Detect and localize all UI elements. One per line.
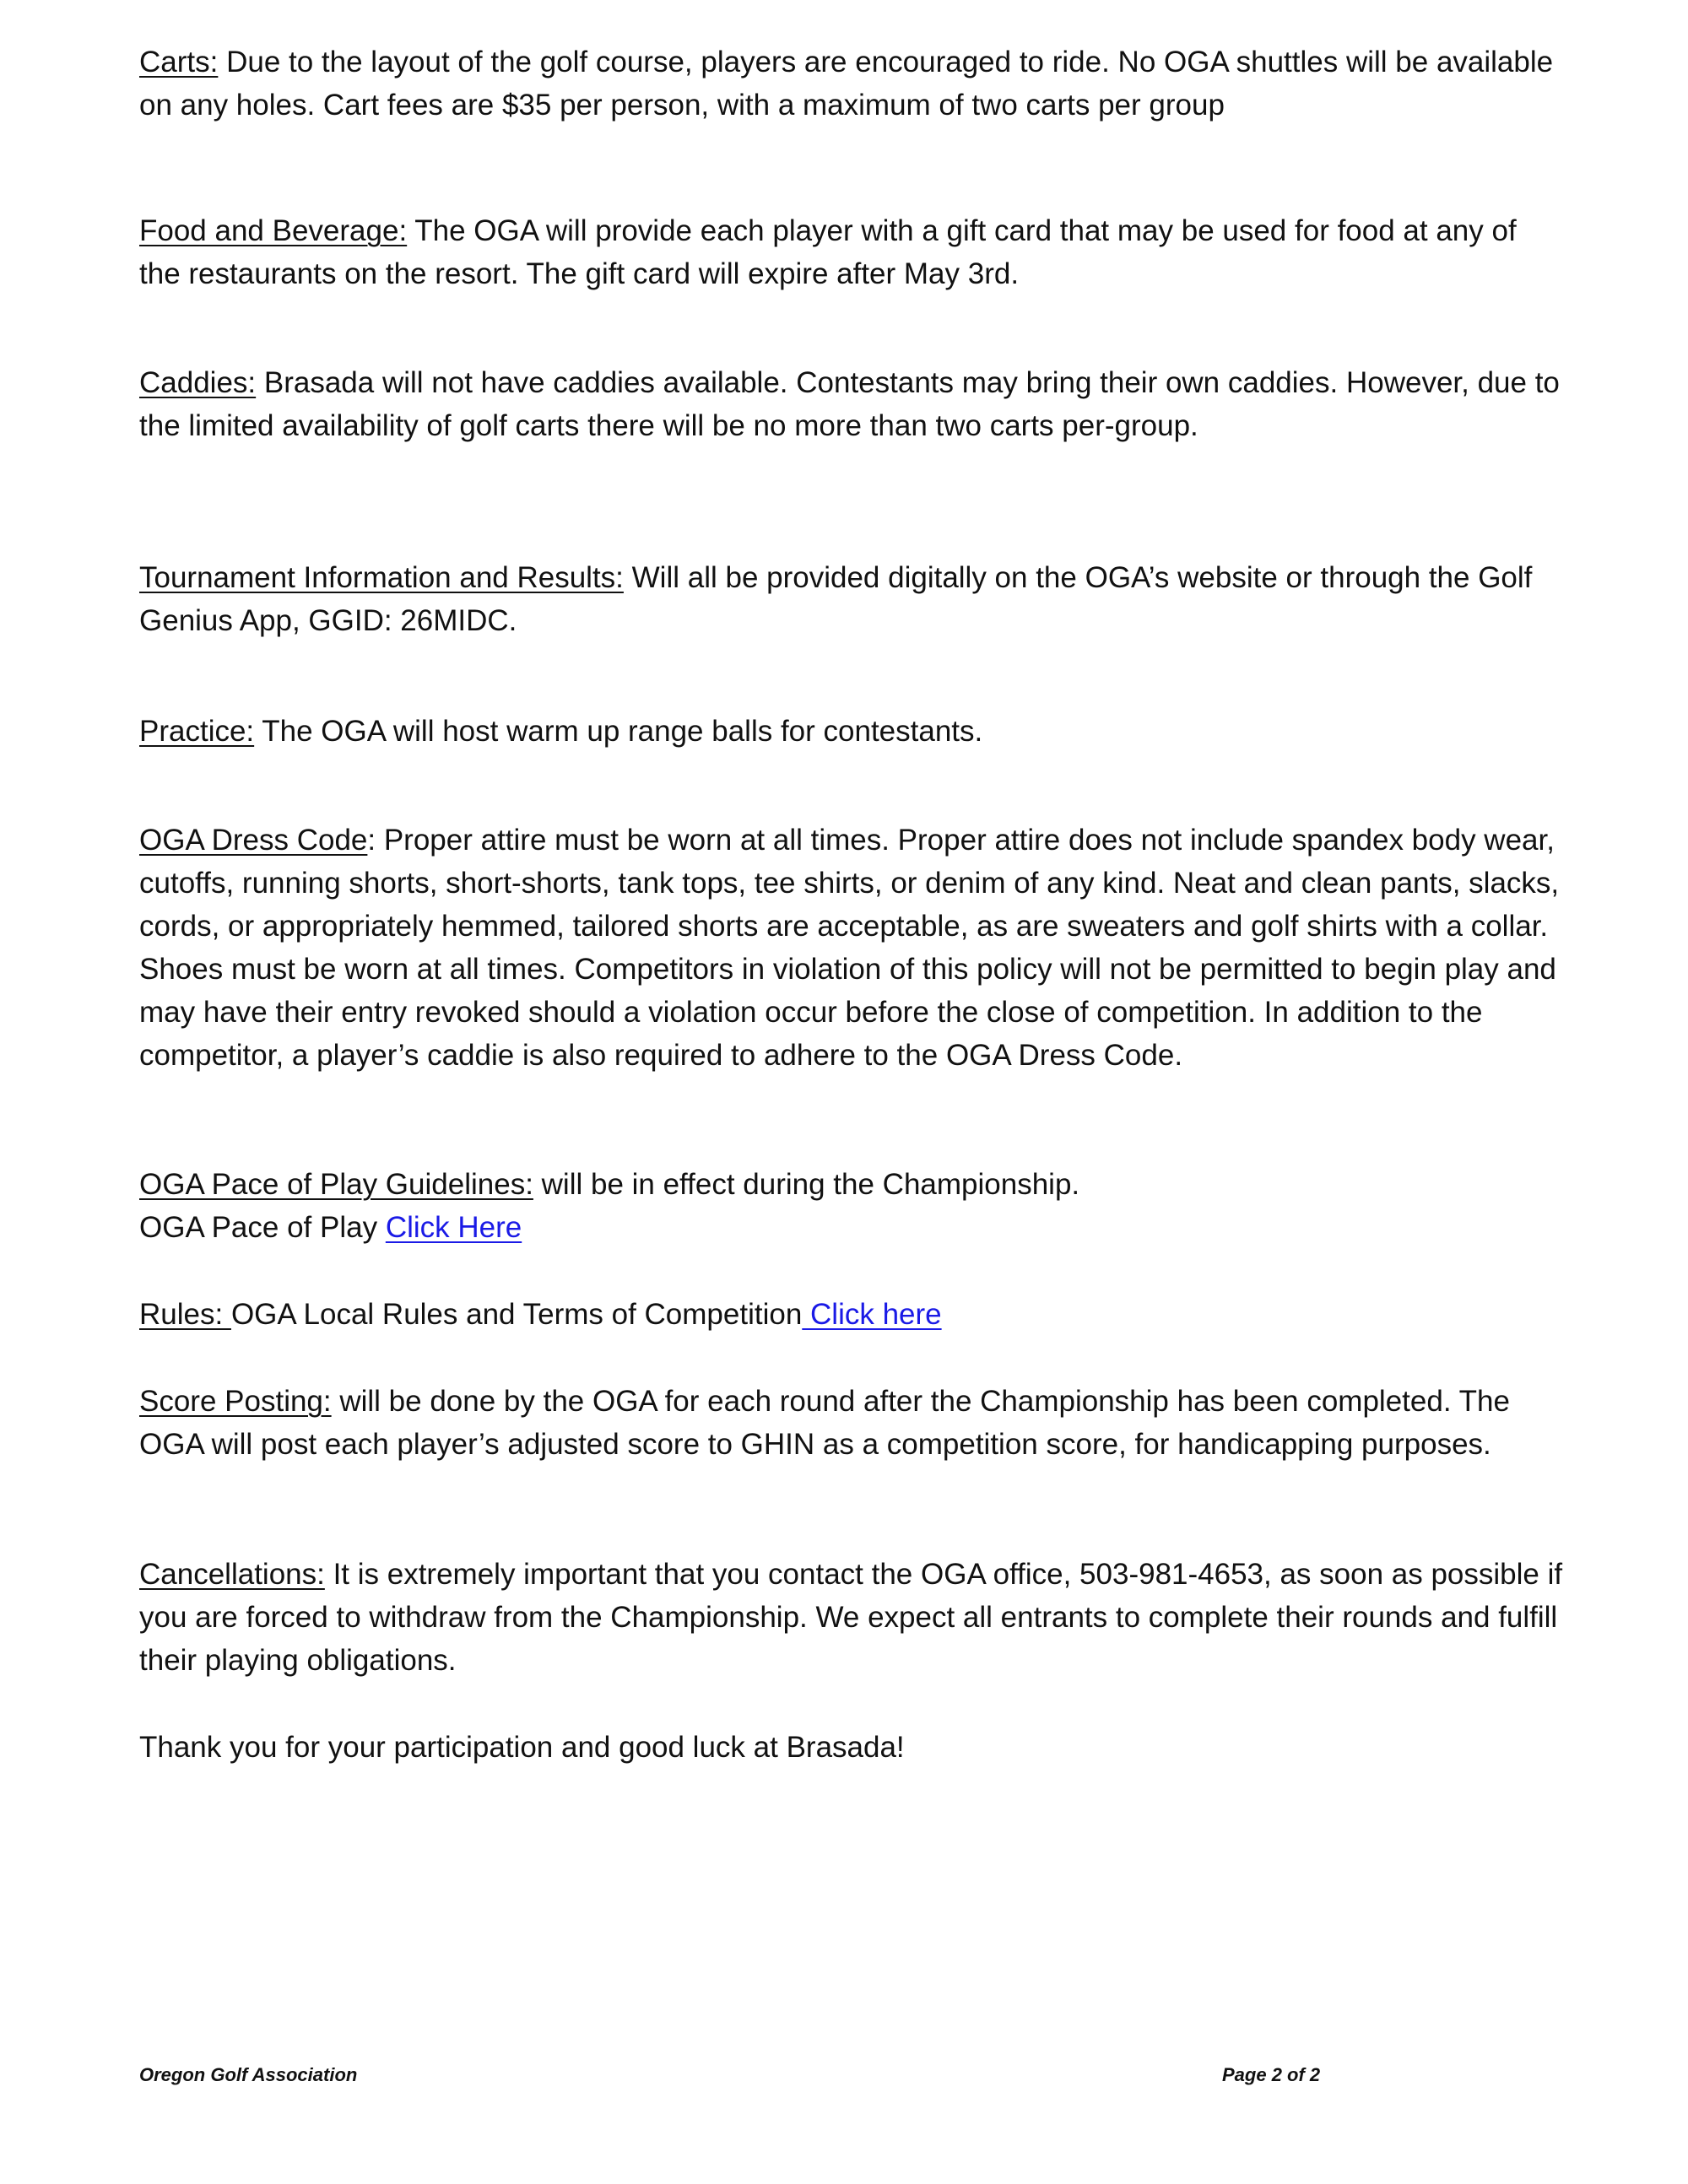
section-label: Caddies: <box>139 366 257 399</box>
section-label: Rules: <box>139 1298 231 1331</box>
section-text: Will all be provided digitally on the OGA’s website or through the Golf Genius App, GGID: 26MIDC. <box>139 561 1533 637</box>
footer-organization: Oregon Golf Association <box>139 2064 358 2085</box>
section-text: Brasada will not have caddies available. Contestants may bring their own caddies. However, due to the limited availability of golf carts there will be no more than two carts per-group. <box>139 366 1560 442</box>
section-tournament-info <box>139 556 1566 642</box>
section-text: OGA Pace of Play <box>139 1211 386 1244</box>
section-caddies <box>139 361 1566 447</box>
section-text: It is extremely important that you contact the OGA office, 503-981-4653, as soon as possible if you are forced to withdraw from the Championship. We expect all entrants to complete their rounds and fulfill their playing obligations. <box>139 1558 1563 1677</box>
section-label: OGA Dress Code <box>139 824 368 857</box>
section-carts <box>139 41 1566 127</box>
section-dress-code <box>139 819 1566 1077</box>
section-label: Practice: <box>139 715 255 748</box>
section-text: OGA Local Rules and Terms of Competition <box>230 1298 803 1331</box>
rules-link[interactable]: Click here <box>802 1298 942 1331</box>
section-cancellations <box>139 1553 1566 1682</box>
section-label: Carts: <box>139 46 219 78</box>
section-text: Due to the layout of the golf course, players are encouraged to ride. No OGA shuttles will be available on any holes. Cart fees are $35 per person, with a maximum of two carts per group <box>139 46 1554 122</box>
section-label: Cancellations: <box>139 1558 325 1591</box>
section-text: : Proper attire must be worn at all times. Proper attire does not include spandex body wear, cutoffs, running shorts, short-shorts, tank tops, tee shirts, or denim of any kind. Neat and clean pants, slacks, cords, or appropriately hemmed, tailored shorts are acceptable, as are sweaters and golf shirts with a collar. Shoes must be worn at all times. Competitors in violation of this policy will not be permitted to begin play and may have their entry revoked should a violation occur before the close of competition. In addition to the competitor, a player’s caddie is also required to adhere to the OGA Dress Code. <box>139 824 1560 1072</box>
footer-page-number: Page 2 of 2 <box>1222 2064 1321 2085</box>
closing-text: Thank you for your participation and good luck at Brasada! <box>139 1731 905 1764</box>
section-score-posting <box>139 1380 1566 1466</box>
section-practice <box>139 710 1566 753</box>
section-food-beverage <box>139 209 1566 295</box>
section-text: will be in effect during the Championship. <box>533 1168 1080 1201</box>
section-label: Food and Beverage: <box>139 214 408 247</box>
pace-of-play-link[interactable]: Click Here <box>385 1211 522 1244</box>
section-text: The OGA will host warm up range balls for contestants. <box>254 715 983 748</box>
section-label: OGA Pace of Play Guidelines: <box>139 1168 533 1201</box>
section-pace-of-play <box>139 1163 1566 1249</box>
section-text: The OGA will provide each player with a gift card that may be used for food at any of the restaurants on the resort. The gift card will expire after May 3rd. <box>139 214 1517 290</box>
section-label: Tournament Information and Results: <box>139 561 624 594</box>
section-text: will be done by the OGA for each round after the Championship has been completed. The OGA will post each player’s adjusted score to GHIN as a competition score, for handicapping purposes. <box>139 1385 1510 1461</box>
section-label: Score Posting: <box>139 1385 332 1418</box>
section-rules <box>139 1293 1566 1336</box>
